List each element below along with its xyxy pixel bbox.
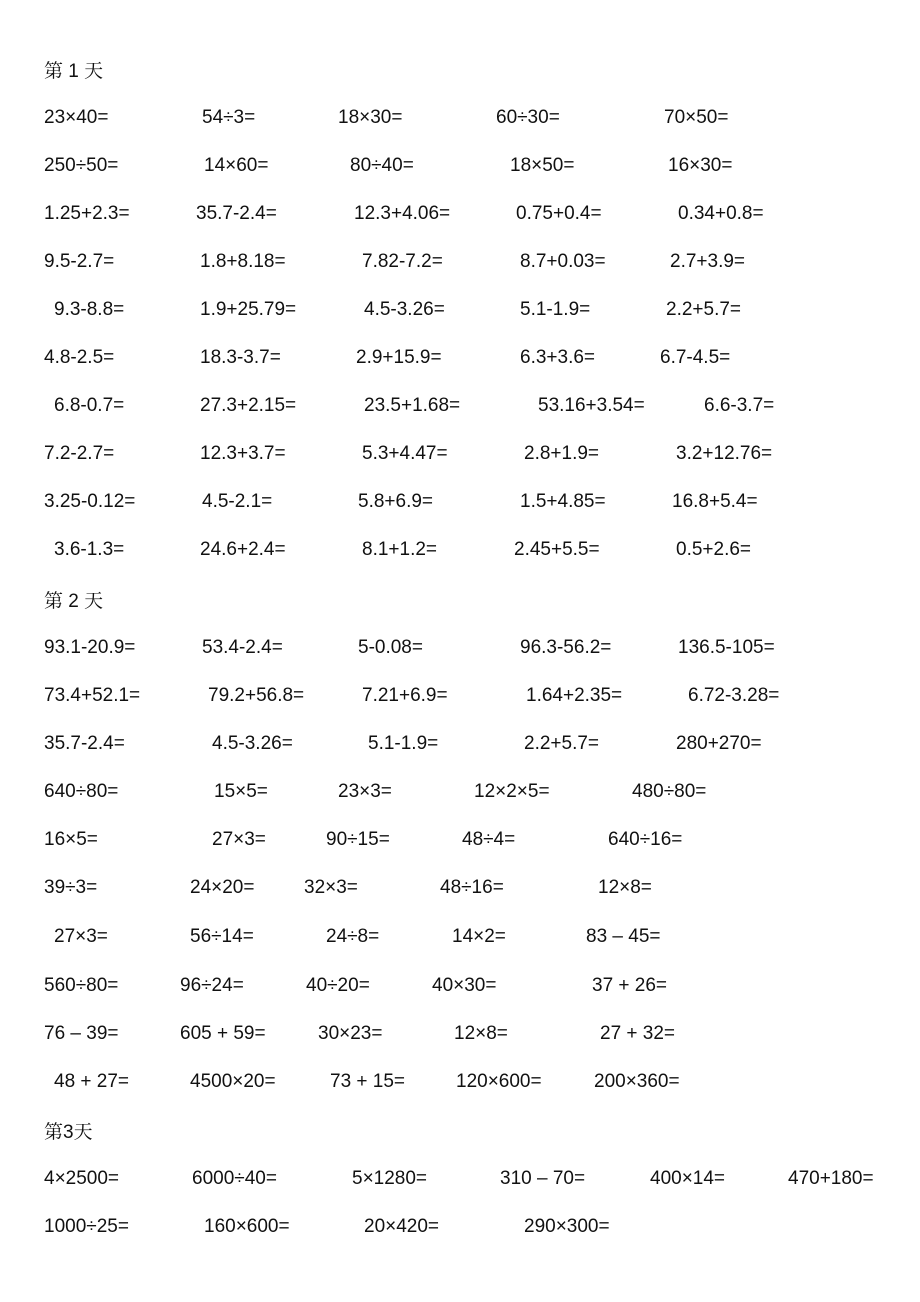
problem: 2.2+5.7=	[666, 299, 742, 320]
problem: 18.3-3.7=	[200, 347, 281, 368]
problem: 3.2+12.76=	[676, 443, 773, 464]
problem: 48÷16=	[440, 877, 504, 898]
problem: 12×2×5=	[474, 781, 550, 802]
problem: 48 + 27=	[54, 1071, 130, 1092]
day-1-title: 第 1 天	[44, 61, 104, 82]
problem: 7.82-7.2=	[362, 251, 443, 272]
problem: 480÷80=	[632, 781, 707, 802]
problem: 12.3+3.7=	[200, 443, 286, 464]
day-3-row-2	[0, 1214, 920, 1240]
problem: 560÷80=	[44, 975, 119, 996]
problem: 70×50=	[664, 107, 729, 128]
problem: 4.5-2.1=	[202, 491, 273, 512]
problem: 5.8+6.9=	[358, 491, 434, 512]
problem: 1.5+4.85=	[520, 491, 606, 512]
day-2-row-2	[0, 683, 920, 709]
problem: 400×14=	[650, 1168, 726, 1189]
problem: 76 – 39=	[44, 1023, 119, 1044]
problem: 640÷16=	[608, 829, 683, 850]
problem: 54÷3=	[202, 107, 256, 128]
day-1-row-4	[0, 249, 920, 275]
problem: 6000÷40=	[192, 1168, 277, 1189]
problem: 24×20=	[190, 877, 255, 898]
problem: 23×40=	[44, 107, 109, 128]
problem: 6.6-3.7=	[704, 395, 775, 416]
problem: 6.3+3.6=	[520, 347, 596, 368]
problem: 27.3+2.15=	[200, 395, 297, 416]
day-1-row-6	[0, 345, 920, 371]
day-2-title: 第 2 天	[44, 591, 104, 612]
problem: 93.1-20.9=	[44, 637, 136, 658]
day-2-row-3	[0, 731, 920, 757]
problem: 5.1-1.9=	[520, 299, 591, 320]
problem: 23.5+1.68=	[364, 395, 461, 416]
problem: 35.7-2.4=	[44, 733, 125, 754]
day-1-row-7	[0, 393, 920, 419]
problem: 5×1280=	[352, 1168, 428, 1189]
problem: 80÷40=	[350, 155, 414, 176]
problem: 12×8=	[598, 877, 652, 898]
problem: 1000÷25=	[44, 1216, 129, 1237]
problem: 96÷24=	[180, 975, 244, 996]
problem: 53.4-2.4=	[202, 637, 283, 658]
problem: 12.3+4.06=	[354, 203, 451, 224]
problem: 4.8-2.5=	[44, 347, 115, 368]
problem: 640÷80=	[44, 781, 119, 802]
problem: 9.3-8.8=	[54, 299, 125, 320]
problem: 39÷3=	[44, 877, 98, 898]
day-1-row-1	[0, 105, 920, 131]
problem: 40×30=	[432, 975, 497, 996]
problem: 18×30=	[338, 107, 403, 128]
problem: 605 + 59=	[180, 1023, 266, 1044]
problem: 27×3=	[54, 926, 108, 947]
problem: 4500×20=	[190, 1071, 276, 1092]
problem: 1.25+2.3=	[44, 203, 130, 224]
problem: 4.5-3.26=	[364, 299, 445, 320]
day-3-row-1	[0, 1166, 920, 1192]
problem: 5.1-1.9=	[368, 733, 439, 754]
day-2-row-10	[0, 1069, 920, 1095]
problem: 0.34+0.8=	[678, 203, 764, 224]
problem: 0.5+2.6=	[676, 539, 752, 560]
problem: 53.16+3.54=	[538, 395, 645, 416]
problem: 290×300=	[524, 1216, 610, 1237]
problem: 16×5=	[44, 829, 98, 850]
problem: 37 + 26=	[592, 975, 668, 996]
problem: 96.3-56.2=	[520, 637, 612, 658]
problem: 2.2+5.7=	[524, 733, 600, 754]
day-1-row-3	[0, 201, 920, 227]
problem: 27×3=	[212, 829, 266, 850]
problem: 310 – 70=	[500, 1168, 586, 1189]
problem: 1.64+2.35=	[526, 685, 623, 706]
problem: 5.3+4.47=	[362, 443, 448, 464]
problem: 280+270=	[676, 733, 762, 754]
problem: 8.7+0.03=	[520, 251, 606, 272]
problem: 6.7-4.5=	[660, 347, 731, 368]
day-2-row-8	[0, 973, 920, 999]
problem: 18×50=	[510, 155, 575, 176]
day-2-row-5	[0, 827, 920, 853]
problem: 4×2500=	[44, 1168, 120, 1189]
day-2-row-6	[0, 875, 920, 901]
problem: 32×3=	[304, 877, 358, 898]
day-1-row-2	[0, 153, 920, 179]
problem: 14×60=	[204, 155, 269, 176]
problem: 2.7+3.9=	[670, 251, 746, 272]
day-2-row-9	[0, 1021, 920, 1047]
problem: 470+180=	[788, 1168, 874, 1189]
problem: 16×30=	[668, 155, 733, 176]
problem: 160×600=	[204, 1216, 290, 1237]
problem: 35.7-2.4=	[196, 203, 277, 224]
problem: 200×360=	[594, 1071, 680, 1092]
problem: 83 – 45=	[586, 926, 661, 947]
problem: 4.5-3.26=	[212, 733, 293, 754]
problem: 1.8+8.18=	[200, 251, 286, 272]
problem: 73 + 15=	[330, 1071, 406, 1092]
problem: 56÷14=	[190, 926, 254, 947]
problem: 48÷4=	[462, 829, 516, 850]
day-1-row-10	[0, 537, 920, 563]
problem: 3.6-1.3=	[54, 539, 125, 560]
problem: 16.8+5.4=	[672, 491, 758, 512]
problem: 40÷20=	[306, 975, 370, 996]
problem: 0.75+0.4=	[516, 203, 602, 224]
problem: 6.8-0.7=	[54, 395, 125, 416]
day-2-row-1	[0, 635, 920, 661]
problem: 23×3=	[338, 781, 392, 802]
problem: 24.6+2.4=	[200, 539, 286, 560]
problem: 14×2=	[452, 926, 506, 947]
problem: 5-0.08=	[358, 637, 423, 658]
day-1-row-5	[0, 297, 920, 323]
problem: 3.25-0.12=	[44, 491, 136, 512]
problem: 73.4+52.1=	[44, 685, 141, 706]
problem: 90÷15=	[326, 829, 390, 850]
problem: 6.72-3.28=	[688, 685, 780, 706]
problem: 250÷50=	[44, 155, 119, 176]
problem: 136.5-105=	[678, 637, 775, 658]
day-2-row-7	[0, 924, 920, 950]
problem: 30×23=	[318, 1023, 383, 1044]
problem: 60÷30=	[496, 107, 560, 128]
day-1-row-8	[0, 441, 920, 467]
problem: 9.5-2.7=	[44, 251, 115, 272]
problem: 79.2+56.8=	[208, 685, 305, 706]
problem: 12×8=	[454, 1023, 508, 1044]
problem: 120×600=	[456, 1071, 542, 1092]
problem: 20×420=	[364, 1216, 440, 1237]
day-1-row-9	[0, 489, 920, 515]
day-2-row-4	[0, 779, 920, 805]
problem: 2.9+15.9=	[356, 347, 442, 368]
day-3-title: 第3天	[44, 1122, 93, 1143]
problem: 2.8+1.9=	[524, 443, 600, 464]
problem: 24÷8=	[326, 926, 380, 947]
problem: 7.2-2.7=	[44, 443, 115, 464]
problem: 8.1+1.2=	[362, 539, 438, 560]
problem: 1.9+25.79=	[200, 299, 297, 320]
problem: 27 + 32=	[600, 1023, 676, 1044]
problem: 2.45+5.5=	[514, 539, 600, 560]
problem: 15×5=	[214, 781, 268, 802]
problem: 7.21+6.9=	[362, 685, 448, 706]
